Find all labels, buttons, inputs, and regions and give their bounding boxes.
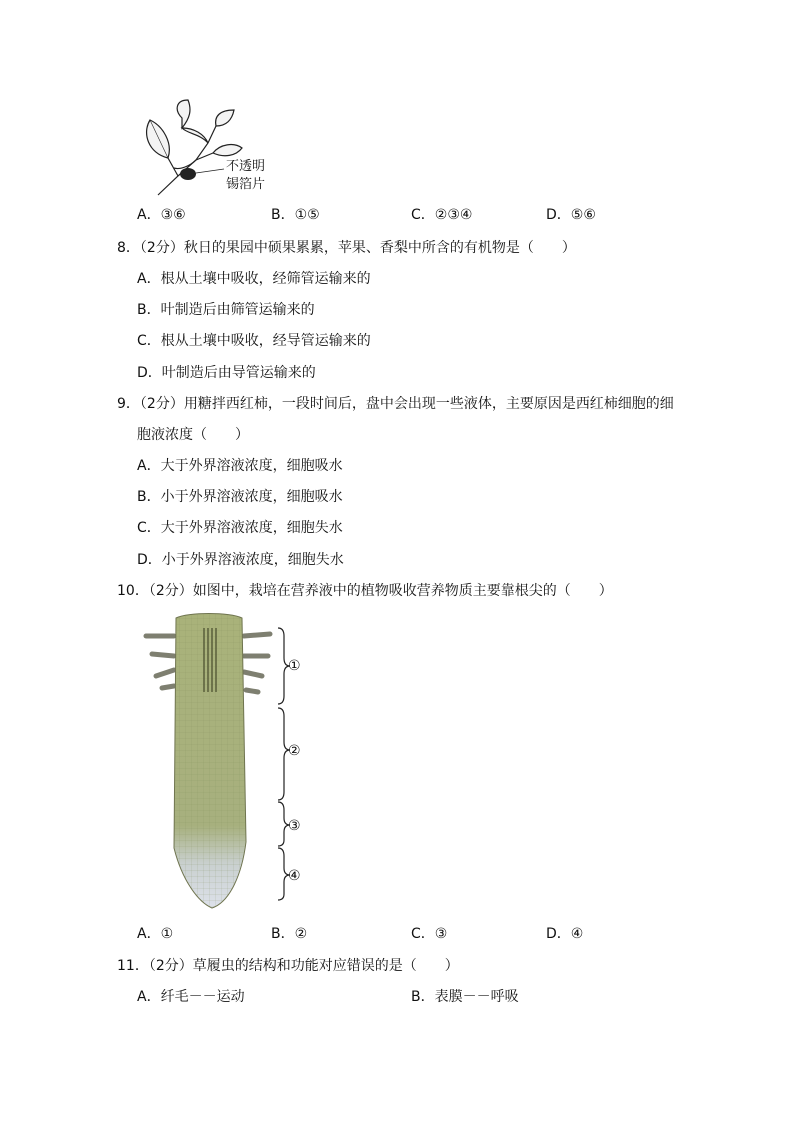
q9-stem-line2: 胞液浓度（ ） — [137, 427, 249, 443]
region-label-3: ③ — [288, 818, 301, 834]
q11-stem: 11．（2分）草履虫的结构和功能对应错误的是（ ） — [117, 958, 459, 974]
region-label-2: ② — [288, 743, 301, 759]
region-label-4: ④ — [288, 868, 301, 884]
q8-option-d[interactable]: D．叶制造后由导管运输来的 — [137, 365, 316, 381]
q7-option-d[interactable]: D．⑤⑥ — [546, 207, 596, 223]
q11-option-a[interactable]: A．纤毛－－运动 — [137, 989, 245, 1005]
region-label-1: ① — [288, 658, 301, 674]
q7-option-c[interactable]: C．②③④ — [411, 207, 473, 223]
foil-patch — [180, 168, 196, 180]
q9-option-d[interactable]: D．小于外界溶液浓度，细胞失水 — [137, 552, 344, 568]
figure-label-opaque: 不透明 — [226, 159, 266, 174]
q8-option-b[interactable]: B．叶制造后由筛管运输来的 — [137, 302, 315, 318]
q10-stem: 10．（2分）如图中，栽培在营养液中的植物吸收营养物质主要靠根尖的（ ） — [117, 583, 613, 599]
q8-stem: 8．（2分）秋日的果园中硕果累累，苹果、香梨中所含的有机物是（ ） — [117, 240, 576, 256]
q9-option-a[interactable]: A．大于外界溶液浓度，细胞吸水 — [137, 458, 343, 474]
plant-branch-figure — [138, 98, 288, 198]
q10-option-a[interactable]: A．① — [137, 926, 174, 942]
q7-option-b[interactable]: B．①⑤ — [271, 207, 320, 223]
q10-option-c[interactable]: C．③ — [411, 926, 448, 942]
q10-option-d[interactable]: D．④ — [546, 926, 584, 942]
q9-option-b[interactable]: B．小于外界溶液浓度，细胞吸水 — [137, 489, 343, 505]
q8-option-a[interactable]: A．根从土壤中吸收，经筛管运输来的 — [137, 271, 371, 287]
q8-option-c[interactable]: C．根从土壤中吸收，经导管运输来的 — [137, 333, 371, 349]
q9-option-c[interactable]: C．大于外界溶液浓度，细胞失水 — [137, 520, 343, 536]
q9-stem-line1: 9．（2分）用糖拌西红柿，一段时间后，盘中会出现一些液体，主要原因是西红柿细胞的细 — [117, 396, 674, 412]
figure-label-foil: 锡箔片 — [226, 177, 266, 192]
q11-option-b[interactable]: B．表膜－－呼吸 — [411, 989, 519, 1005]
q7-option-a[interactable]: A．③⑥ — [137, 207, 186, 223]
q10-option-b[interactable]: B．② — [271, 926, 308, 942]
root-tip-figure — [138, 612, 318, 912]
